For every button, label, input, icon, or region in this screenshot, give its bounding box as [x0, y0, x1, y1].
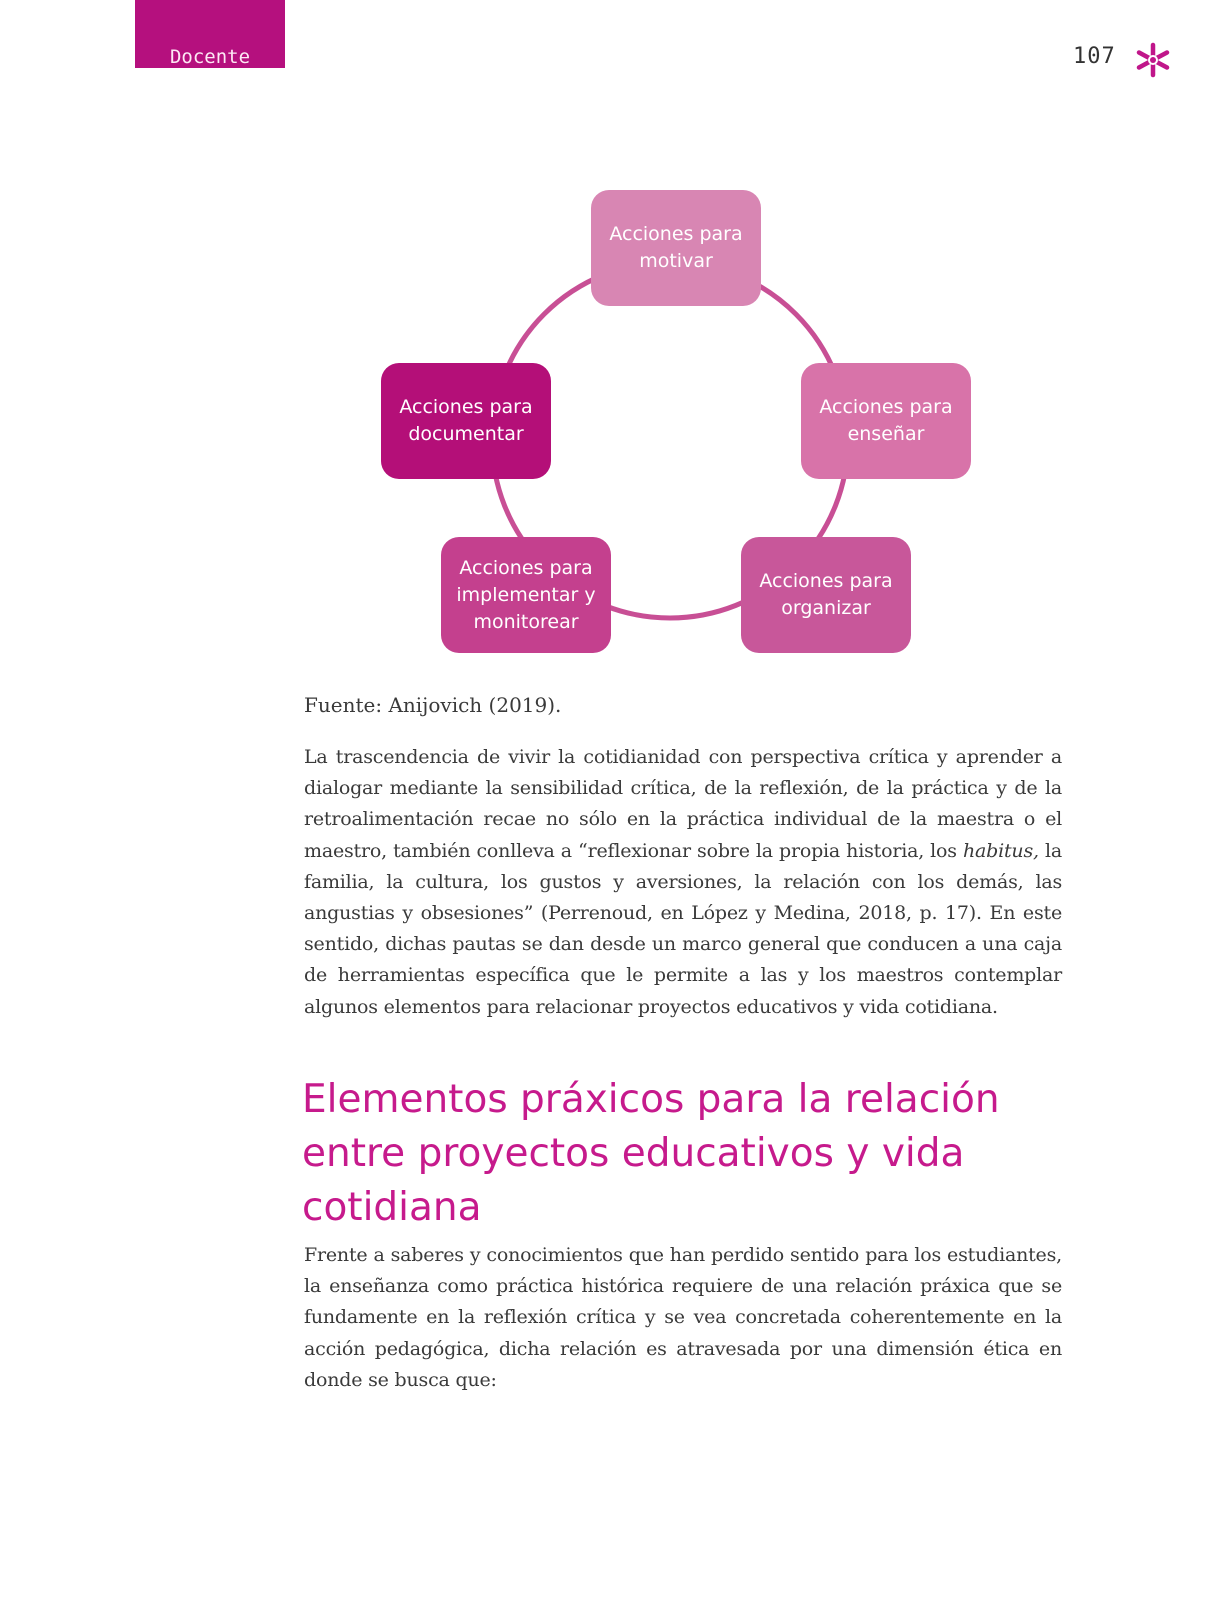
cycle-diagram: [380, 190, 980, 670]
node-organizar-label: Acciones para organizar: [759, 570, 893, 619]
node-motivar-label: Acciones para motivar: [609, 223, 743, 272]
node-ensenar: [801, 363, 971, 479]
section-heading: Elementos práxicos para la relación entre proyectos educativos y vida cotidiana: [302, 1077, 1000, 1230]
node-implementar-label: Acciones para implementar y monitorear: [456, 556, 596, 633]
node-ensenar-label: Acciones para enseñar: [819, 396, 953, 445]
paragraph-1-text-a: La trascendencia de vivir la cotidianidad con perspectiva crítica y aprender a dialogar mediante la sensibilidad crítica, de la reflexión, de la práctica y de la retroalimentación recae no sólo en la práctica individual de la maestra o el maestro, también conlleva a “reflexionar sobre la propia historia, los: [304, 746, 1062, 862]
section-tab-label: Docente: [169, 46, 251, 68]
node-documentar: [381, 363, 551, 479]
page-number: 107: [1073, 44, 1116, 69]
body-paragraph-2: Frente a saberes y conocimientos que han perdido sentido para los estudiantes, la enseñanza como práctica histórica requiere de una relación práxica que se fundamente en la reflexión crítica y se vea concretada coherentemente en la acción pedagógica, dicha relación es atravesada por una dimensión ética en donde se busca que:: [304, 1244, 1062, 1391]
paragraph-1-text-b: la familia, la cultura, los gustos y aversiones, la relación con los demás, las angustias y obsesiones” (Perrenoud, en López y Medina, 2018, p. 17). En este sentido, dichas pautas se dan desde un marco general que conducen a una caja de herramientas específica que le permite a las y los maestros contemplar algunos elementos para relacionar proyectos educativos y vida cotidiana.: [304, 839, 1062, 1018]
node-motivar: [591, 190, 761, 306]
habitus-term: habitus,: [962, 839, 1039, 862]
node-organizar: [741, 537, 911, 653]
node-documentar-label: Acciones para documentar: [399, 396, 533, 445]
figure-source: Fuente: Anijovich (2019).: [304, 693, 562, 717]
section-tab: [135, 0, 285, 68]
node-implementar: [441, 537, 611, 653]
body-paragraph-1: [304, 742, 1062, 1023]
asterisk-flower-icon: [1135, 42, 1171, 78]
